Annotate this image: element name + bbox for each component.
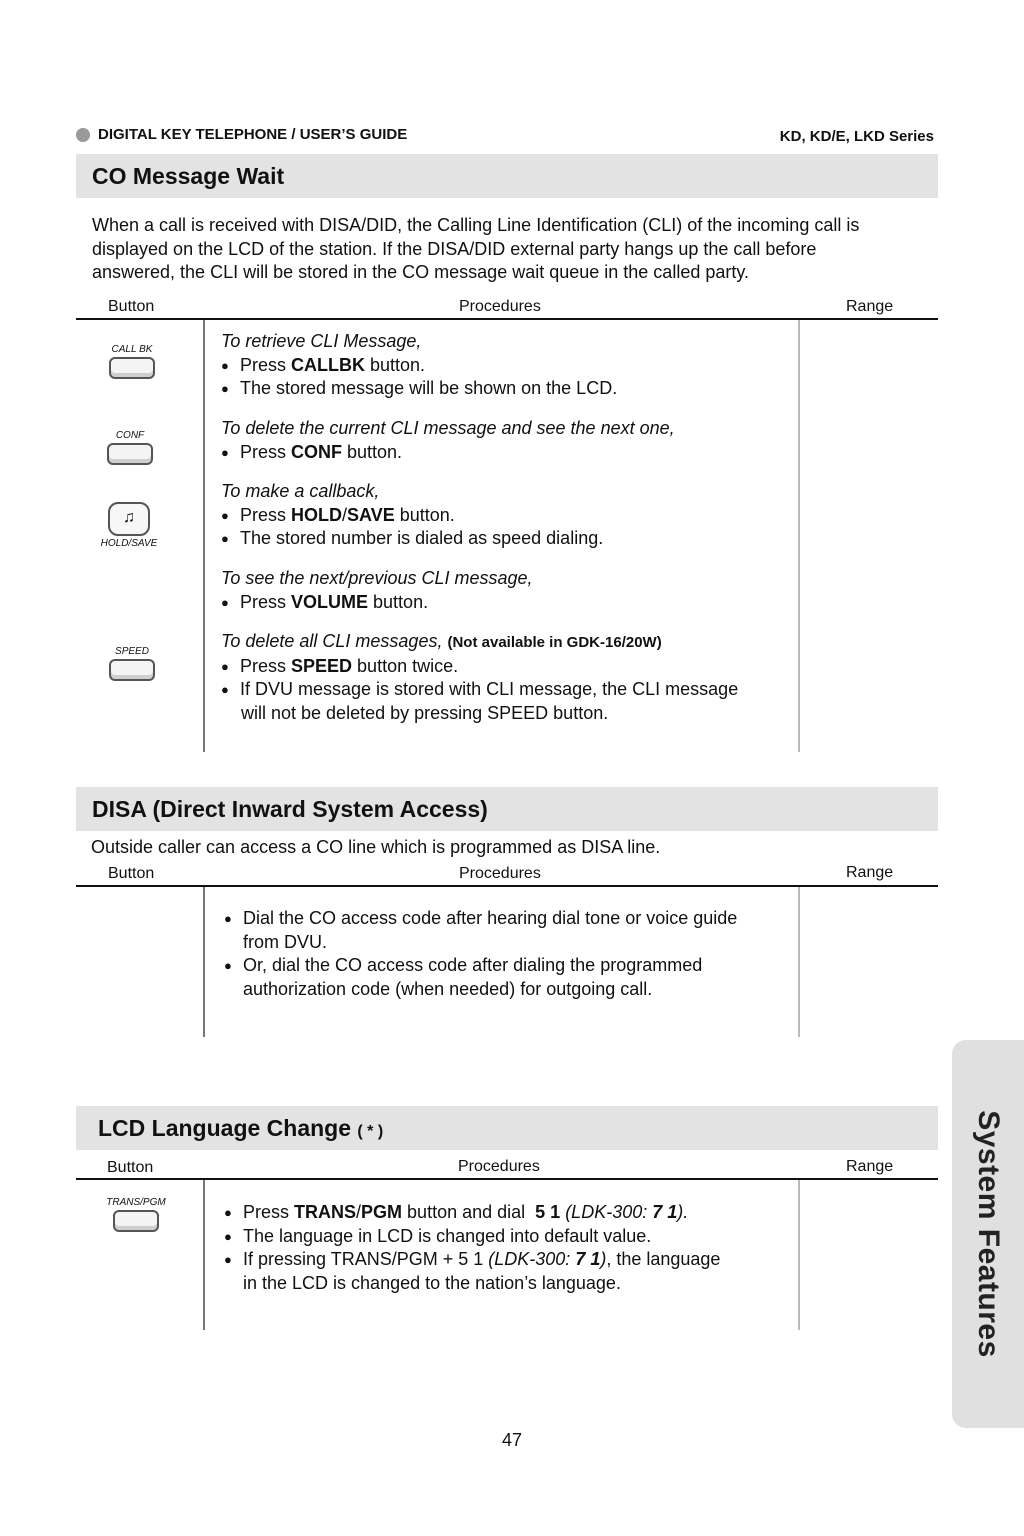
column-divider [798,320,800,752]
intro-line: When a call is received with DISA/DID, the Calling Line Identification (CLI) of the incoming call is [92,215,860,235]
text: Press [240,354,292,375]
procedure-heading: To delete the current CLI message and see the next one, [221,418,675,438]
key-cap [109,659,155,681]
bullet-icon: ● [221,531,229,546]
procedure-retrieve [221,330,796,401]
hold-save-key-icon [99,502,159,549]
key-label: CONF [115,430,145,441]
text: Press [240,504,292,525]
col-header-range: Range [846,864,894,881]
title-text: LCD Language Change [98,1115,352,1141]
section-bar-disa [76,787,938,831]
text: button and dial [402,1202,536,1222]
table-rule [76,318,938,320]
bullet-item [221,655,796,679]
music-note-icon: ♫ [108,502,150,536]
intro-line: answered, the CLI will be stored in the CO message wait queue in the called party. [92,262,750,282]
conf-key-icon [100,430,160,465]
bullet-icon: ● [221,594,229,610]
text: (LDK-300: [560,1202,653,1222]
key-label: SPEED [115,646,149,657]
text: button. [365,354,426,375]
text: button twice. [352,655,459,676]
bullet-icon: ● [221,658,229,674]
bullet-item [224,1201,796,1225]
procedure-delete-all [221,630,796,725]
bullet-icon: ● [224,1252,232,1267]
key-label: HOLD/SAVE [100,538,158,549]
bullet-item [221,678,796,725]
button-name: SAVE [347,504,395,525]
col-header-procedures: Procedures [459,865,541,882]
bullet-icon: ● [224,1205,232,1220]
section-bar-co-message-wait [76,154,938,198]
text: If pressing TRANS/PGM + 5 1 [243,1249,489,1269]
procedure-heading: To make a callback, [221,481,380,501]
text: Or, dial the CO access code after dialing the programmed [243,955,703,975]
bullet-dot-icon [76,128,90,142]
speed-key-icon [102,646,162,681]
col-header-button: Button [107,1159,154,1176]
text: button. [368,591,429,612]
button-name: SPEED [291,655,353,676]
text: If DVU message is stored with CLI message, the CLI message [240,679,739,699]
key-cap [113,1210,159,1232]
text: , the language [606,1249,721,1269]
procedure-heading: To delete all CLI messages, [221,631,443,651]
column-divider [203,1180,205,1330]
bullet-icon: ● [224,958,232,973]
side-tab [952,1040,1024,1428]
series-label: KD, KD/E, LKD Series [779,128,934,145]
text: ). [677,1202,689,1222]
text: The stored message will be shown on the LCD. [240,378,618,398]
text: Press [240,655,292,676]
trans-pgm-key-icon [98,1197,174,1232]
bullet-item [221,441,796,465]
intro-line: displayed on the LCD of the station. If the DISA/DID external party hangs up the call before [92,238,817,259]
text: Press [240,591,292,612]
section-title: CO Message Wait [92,163,285,189]
bullet-icon: ● [224,1228,232,1244]
bullet-item [221,591,796,615]
text: from DVU. [243,931,328,952]
dial-code: 5 1 [535,1202,561,1222]
key-label: CALL BK [111,344,153,355]
title-suffix: ( * ) [357,1123,384,1140]
procedure-heading: To see the next/previous CLI message, [221,568,533,588]
text: The language in LCD is changed into default value. [243,1225,652,1246]
text: Dial the CO access code after hearing dial tone or voice guide [243,908,738,928]
button-name: VOLUME [291,591,369,612]
side-tab-label: System Features [972,1110,1005,1358]
bullet-icon: ● [221,357,229,373]
col-header-procedures: Procedures [459,298,541,315]
col-header-range: Range [846,298,894,315]
section-title: DISA (Direct Inward System Access) [92,796,488,822]
guide-title: DIGITAL KEY TELEPHONE / USER’S GUIDE [98,126,408,143]
text: ) [600,1249,607,1269]
text: The stored number is dialed as speed dialing. [240,528,604,548]
dial-code: 7 1 [575,1249,601,1269]
procedure-disa [224,907,799,1001]
text: authorization code (when needed) for outgoing call. [243,978,653,999]
col-header-procedures: Procedures [458,1158,540,1175]
co-message-wait-intro [92,214,937,285]
bullet-item [224,907,799,954]
text: / [356,1202,362,1222]
callbk-key-icon [102,344,162,379]
bullet-icon: ● [221,381,229,396]
text: (LDK-300: [488,1249,576,1269]
column-divider [203,887,205,1037]
bullet-item [221,527,796,551]
text: / [342,504,348,525]
bullet-item [221,354,796,378]
dial-code: 7 1 [652,1202,678,1222]
text: button. [342,441,403,462]
text: Press [243,1202,295,1222]
availability-note: (Not available in GDK-16/20W) [447,634,662,651]
procedure-callback [221,480,796,551]
bullet-item [224,1225,796,1249]
key-cap [109,357,155,379]
bullet-icon: ● [221,682,229,697]
column-divider [798,1180,800,1330]
button-name: HOLD [291,504,343,525]
procedure-heading: To retrieve CLI Message, [221,331,422,351]
running-header-left [76,126,407,143]
table-rule [76,885,938,887]
procedure-next-previous [221,567,796,614]
section-bar-lcd-language [76,1106,938,1150]
button-name: PGM [361,1202,403,1222]
table-rule [76,1178,938,1180]
key-label: TRANS/PGM [106,1197,166,1208]
col-header-button: Button [108,865,155,882]
disa-intro: Outside caller can access a CO line which is programmed as DISA line. [91,837,661,857]
bullet-item [224,954,799,1001]
col-header-button: Button [108,298,155,315]
bullet-icon: ● [221,444,229,460]
page-number: 47 [501,1430,523,1450]
text: Press [240,441,292,462]
col-header-range: Range [846,1158,894,1175]
bullet-item [221,377,796,401]
button-name: CALLBK [291,354,366,375]
procedure-lcd-language [224,1201,796,1295]
text: in the LCD is changed to the nation’s language. [243,1272,621,1293]
button-name: TRANS [294,1202,357,1222]
key-cap [107,443,153,465]
text: will not be deleted by pressing SPEED button. [241,702,609,723]
bullet-icon: ● [224,911,232,926]
text: button. [394,504,455,525]
button-name: CONF [291,441,343,462]
bullet-item [221,504,796,528]
section-title [98,1115,383,1142]
procedure-delete-current [221,417,796,464]
bullet-icon: ● [221,507,229,523]
bullet-item [224,1248,796,1295]
column-divider [203,320,205,752]
